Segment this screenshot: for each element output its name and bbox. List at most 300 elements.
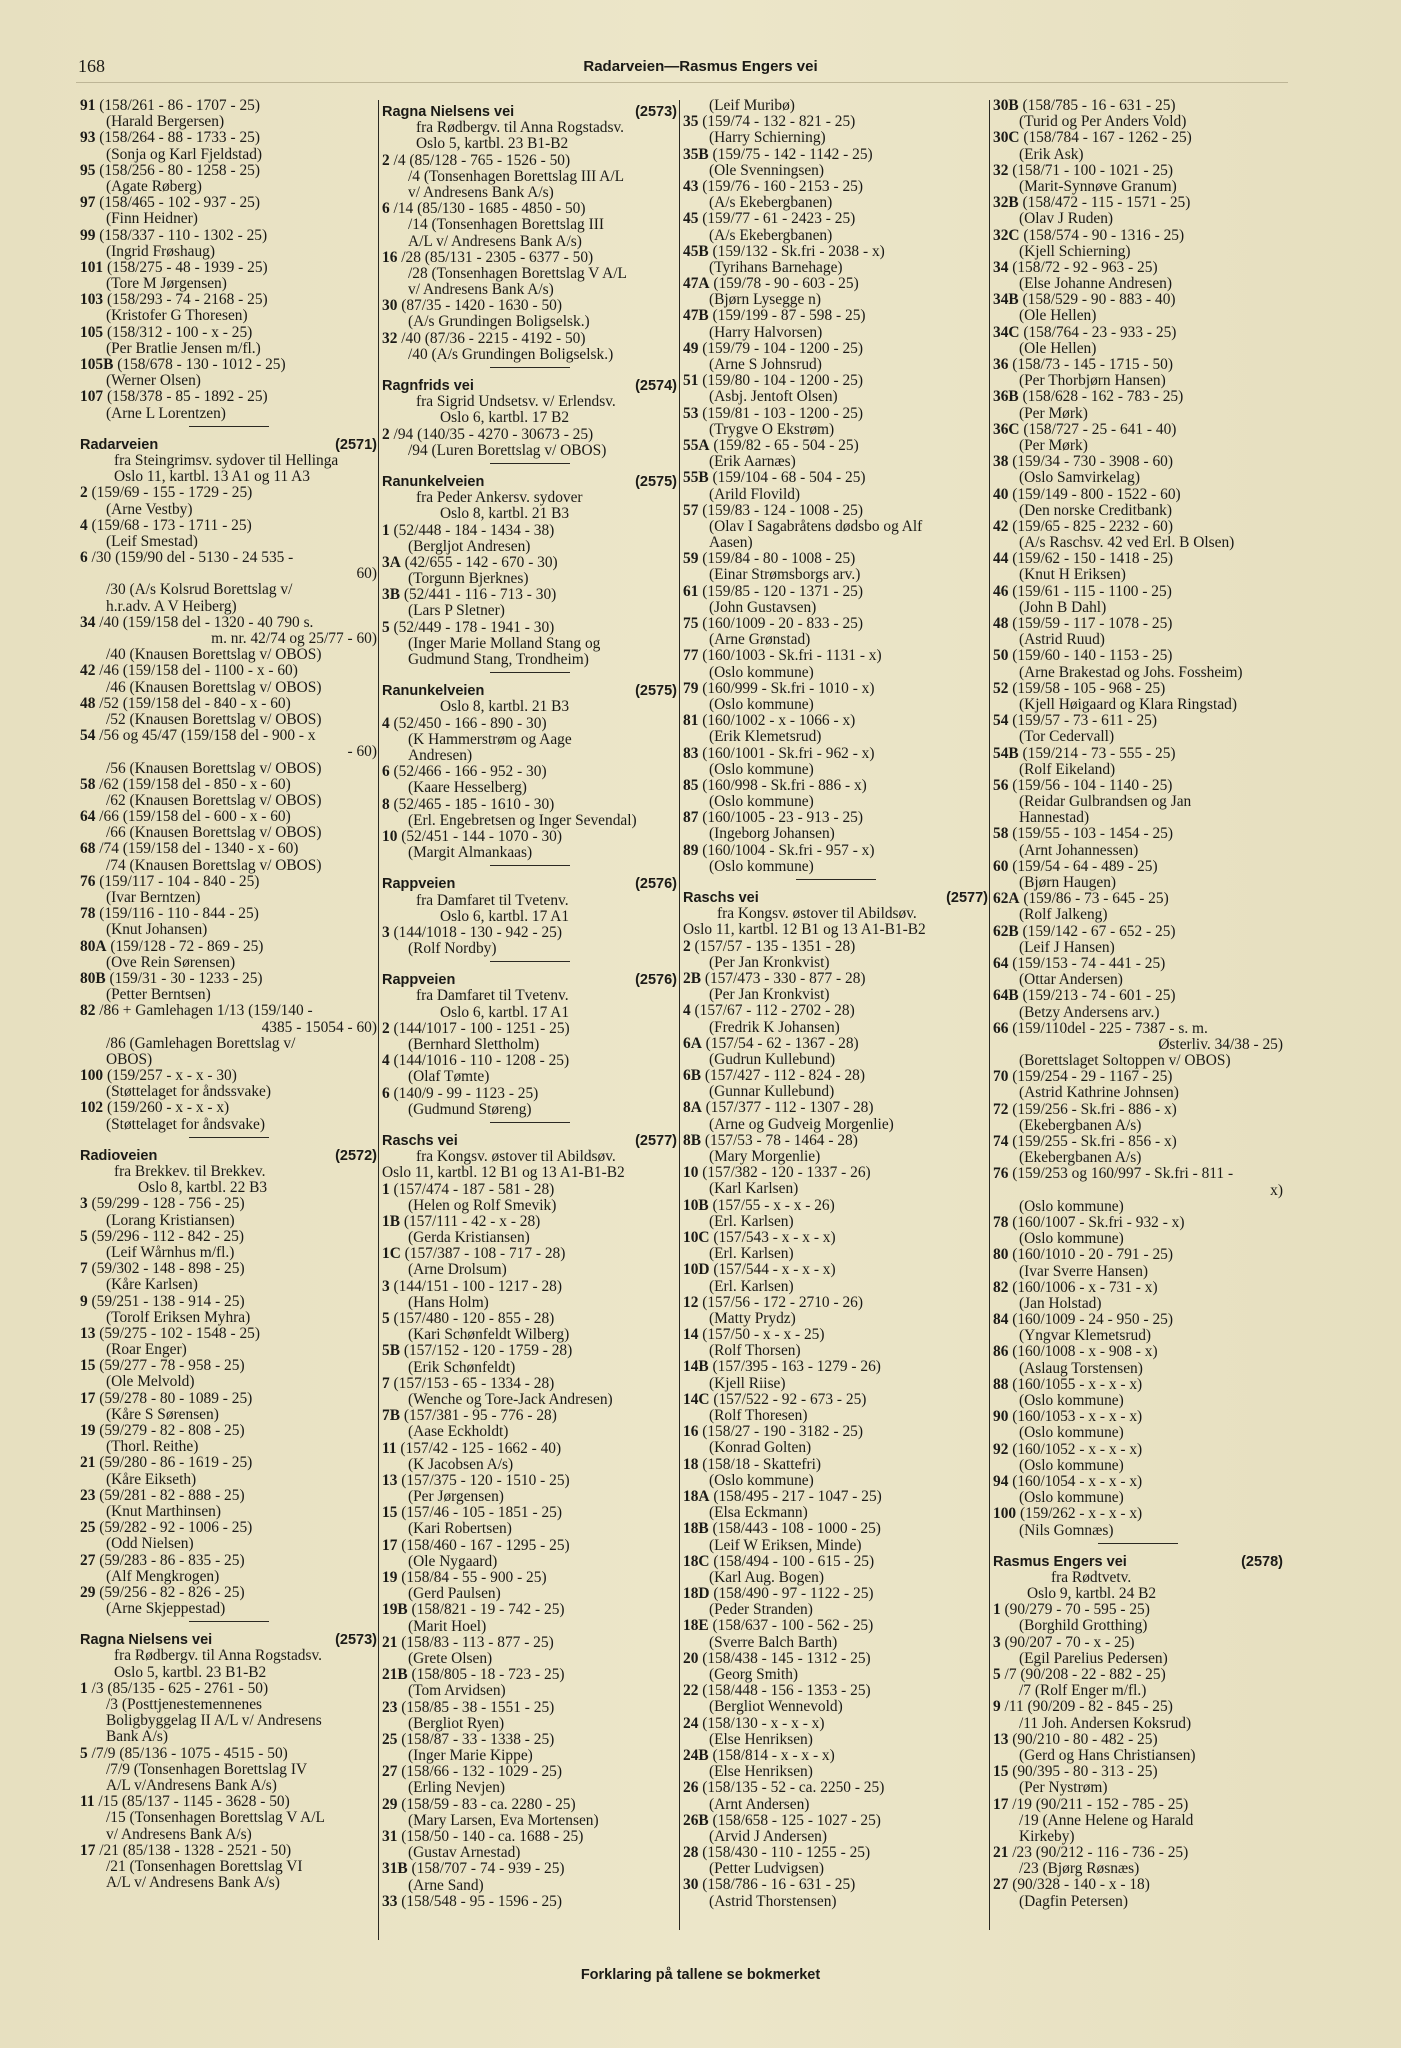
property-entry xyxy=(80,1794,377,1810)
property-entry xyxy=(382,1764,677,1780)
house-number: 14 xyxy=(683,1326,699,1344)
house-number: 46 xyxy=(993,582,1009,600)
house-number: 1B xyxy=(382,1212,400,1230)
owner-line: (Erl. Karlsen) xyxy=(709,1212,794,1230)
property-details: (158/814 - x - x - x) xyxy=(708,1746,835,1764)
property-entry xyxy=(993,1667,1283,1683)
property-entry xyxy=(382,797,677,813)
owner-line: v/ Andresens Bank A/s) xyxy=(408,281,554,299)
owner-line: (Ole Svenningsen) xyxy=(709,161,824,179)
street-name: Raschs vei xyxy=(683,890,759,906)
house-number: 45B xyxy=(683,242,709,260)
property-entry xyxy=(80,1358,377,1374)
property-entry xyxy=(80,1455,377,1471)
house-number: 78 xyxy=(80,905,96,923)
property-entry xyxy=(382,1086,677,1102)
owner-line: (Hans Holm) xyxy=(408,1293,489,1311)
property-details: (59/275 - 102 - 1548 - 25) xyxy=(95,1324,260,1342)
section-divider xyxy=(993,1539,1283,1548)
owner-line: (Erik Ask) xyxy=(1019,145,1084,163)
owner-line: /74 (Knausen Borettslag v/ OBOS) xyxy=(106,856,322,874)
property-details: (158/472 - 115 - 1571 - 25) xyxy=(1018,194,1191,212)
house-number: 99 xyxy=(80,226,96,244)
street-location: fra Sigrid Undsetsv. v/ Erlendsv. xyxy=(416,393,616,411)
property-details: (159/142 - 67 - 652 - 25) xyxy=(1018,922,1176,940)
owner-line: (Arne Vestby) xyxy=(106,500,193,518)
property-details: /15 (85/137 - 1145 - 3628 - 50) xyxy=(94,1793,290,1811)
property-entry xyxy=(382,523,677,539)
owner-line: (Leif Wårnhus m/fl.) xyxy=(106,1243,235,1261)
house-number: 62B xyxy=(993,922,1019,940)
house-number: 32B xyxy=(993,194,1019,212)
property-entry xyxy=(683,1586,988,1602)
property-details: (158/293 - 74 - 2168 - 25) xyxy=(103,291,268,309)
house-number: 32 xyxy=(993,161,1009,179)
property-details: (158/529 - 90 - 883 - 40) xyxy=(1018,291,1176,309)
owner-line: (Odd Nielsen) xyxy=(106,1535,194,1553)
owner-line: /7 (Rolf Enger m/fl.) xyxy=(1019,1682,1147,1700)
owner-line: (Erling Nevjen) xyxy=(408,1779,506,1797)
property-details: /56 og 45/47 (159/158 del - 900 - x xyxy=(95,727,316,745)
house-number: 10 xyxy=(683,1164,699,1182)
owner-line: (Konrad Golten) xyxy=(709,1439,812,1457)
property-details: /14 (85/130 - 1685 - 4850 - 50) xyxy=(389,200,586,218)
owner-line: (Gudmund Støreng) xyxy=(408,1100,532,1118)
property-entry xyxy=(683,778,988,794)
house-number: 101 xyxy=(80,258,104,276)
property-details: (144/151 - 100 - 1217 - 28) xyxy=(389,1277,562,1295)
street-location: Oslo 8, kartbl. 22 B3 xyxy=(138,1179,268,1197)
property-details: (160/1053 - x - x - x) xyxy=(1008,1408,1143,1426)
property-entry xyxy=(993,826,1283,842)
owner-line: (Per Thorbjørn Hansen) xyxy=(1019,372,1166,390)
owner-line: (Reidar Gulbrandsen og Jan xyxy=(1019,793,1192,811)
property-entry xyxy=(382,153,677,169)
house-number: 19 xyxy=(80,1422,96,1440)
owner-line: (Ingrid Frøshaug) xyxy=(106,242,215,260)
house-number: 36C xyxy=(993,420,1020,438)
property-entry xyxy=(993,988,1283,1004)
house-number: 38 xyxy=(993,453,1009,471)
property-details: (158/495 - 217 - 1047 - 25) xyxy=(709,1487,882,1505)
house-number: 22 xyxy=(683,1682,699,1700)
property-entry xyxy=(382,1214,677,1230)
house-number: 31B xyxy=(382,1860,408,1878)
property-details: (159/116 - 110 - 844 - 25) xyxy=(95,905,259,923)
house-number: 48 xyxy=(80,694,96,712)
owner-line: /23 (Bjørg Røsnæs) xyxy=(1019,1860,1140,1878)
property-entry xyxy=(683,1554,988,1570)
owner-line: (Gerd og Hans Christiansen) xyxy=(1019,1746,1196,1764)
street-location: fra Steingrimsv. sydover til Hellinga xyxy=(114,451,339,469)
street-location: fra Brekkev. til Brekkev. xyxy=(114,1163,266,1181)
owner-line: (Mary Morgenlie) xyxy=(709,1148,821,1166)
owner-line: (Lars P Sletner) xyxy=(408,602,505,620)
property-details: (140/9 - 99 - 1123 - 25) xyxy=(389,1084,539,1102)
owner-line: (Bjørn Haugen) xyxy=(1019,874,1117,891)
house-number: 29 xyxy=(382,1795,398,1813)
house-number: 60 xyxy=(993,857,1009,875)
property-entry xyxy=(683,1845,988,1861)
house-number: 82 xyxy=(80,1002,96,1020)
property-details: /28 (85/131 - 2305 - 6377 - 50) xyxy=(397,248,594,266)
house-number: 72 xyxy=(993,1100,1009,1118)
street-name: Ragna Nielsens vei xyxy=(382,104,515,120)
property-entry xyxy=(80,130,377,146)
property-entry xyxy=(382,1343,677,1359)
property-details: (158/490 - 97 - 1122 - 25) xyxy=(709,1585,874,1603)
owner-line: (Fredrik K Johansen) xyxy=(709,1018,840,1036)
section-divider xyxy=(382,861,677,870)
property-entry xyxy=(993,778,1283,794)
street-code: (2577) xyxy=(946,890,988,906)
owner-line: (Kåre Karlsen) xyxy=(106,1276,198,1294)
owner-line: (Oslo kommune) xyxy=(1019,1230,1124,1248)
house-number: 10B xyxy=(683,1196,709,1214)
owner-line: /11 Joh. Andersen Koksrud) xyxy=(1019,1714,1192,1732)
owner-line: (Rolf Nordby) xyxy=(408,940,497,958)
house-number: 1 xyxy=(993,1601,1001,1619)
property-details: (90/279 - 70 - 595 - 25) xyxy=(1000,1601,1150,1619)
owner-line: (Oslo kommune) xyxy=(709,1471,814,1489)
property-details: (160/1002 - x - 1066 - x) xyxy=(698,712,856,730)
property-entry xyxy=(993,1021,1283,1037)
property-entry xyxy=(993,1877,1283,1893)
house-number: 2 xyxy=(683,937,691,955)
property-entry xyxy=(80,809,377,825)
street-code: (2571) xyxy=(335,436,377,453)
owner-line: (Thorl. Reithe) xyxy=(106,1438,199,1456)
property-details: (157/377 - 112 - 1307 - 28) xyxy=(701,1099,874,1117)
property-entry xyxy=(683,1716,988,1732)
property-details: (157/153 - 65 - 1334 - 28) xyxy=(389,1374,555,1392)
property-details: (158/494 - 100 - 615 - 25) xyxy=(709,1552,875,1570)
street-location: Oslo 11, kartbl. 12 B1 og 13 A1-B1-B2 xyxy=(683,921,926,939)
property-details: (59/279 - 82 - 808 - 25) xyxy=(95,1422,245,1440)
house-number: 90 xyxy=(993,1408,1009,1426)
house-number: 97 xyxy=(80,194,96,212)
property-details: (158/312 - 100 - x - 25) xyxy=(103,323,253,341)
property-details: (158/66 - 132 - 1029 - 25) xyxy=(397,1763,562,1781)
house-number: 49 xyxy=(683,339,699,357)
house-number: 30 xyxy=(382,297,398,315)
property-details: (157/55 - x - x - 26) xyxy=(708,1196,835,1214)
property-details: /86 + Gamlehagen 1/13 (159/140 - xyxy=(95,1002,313,1020)
property-entry xyxy=(683,1036,988,1052)
street-name: Radarveien xyxy=(80,436,159,453)
street-location: Oslo 8, kartbl. 21 B3 xyxy=(440,505,570,523)
house-number: 50 xyxy=(993,647,1009,665)
property-entry xyxy=(80,906,377,922)
property-entry xyxy=(382,1021,677,1037)
house-number: 6 xyxy=(382,763,390,781)
owner-line: (Ivar Sverre Hansen) xyxy=(1019,1262,1149,1280)
property-details: (144/1018 - 130 - 942 - 25) xyxy=(389,923,562,941)
property-entry xyxy=(993,163,1283,179)
street-location: Oslo 5, kartbl. 23 B1-B2 xyxy=(416,135,569,153)
property-details: (158/784 - 167 - 1262 - 25) xyxy=(1019,129,1192,147)
property-details: /4 (85/128 - 765 - 1526 - 50) xyxy=(389,151,571,169)
property-entry xyxy=(993,1409,1283,1425)
house-number: 80A xyxy=(80,937,107,955)
property-details: (160/1001 - Sk.fri - 962 - x) xyxy=(698,744,875,762)
house-number: 10 xyxy=(382,827,398,845)
section-divider xyxy=(382,363,677,372)
owner-line: /14 (Tonsenhagen Borettslag III xyxy=(408,216,604,234)
owner-line: (Mary Larsen, Eva Mortensen) xyxy=(408,1811,599,1829)
owner-line: /52 (Knausen Borettslag v/ OBOS) xyxy=(106,710,322,728)
property-details: (158/786 - 16 - 631 - 25) xyxy=(698,1876,856,1894)
house-number: 15 xyxy=(993,1763,1009,1781)
property-entry xyxy=(993,1602,1283,1618)
property-entry xyxy=(683,276,988,292)
owner-line: (Borettslaget Soltoppen v/ OBOS) xyxy=(1019,1052,1231,1070)
property-entry xyxy=(80,389,377,405)
house-number: 15 xyxy=(80,1357,96,1375)
property-entry xyxy=(683,438,988,454)
property-entry xyxy=(80,195,377,211)
house-number: 54 xyxy=(80,727,96,745)
property-details: (160/1055 - x - x - x) xyxy=(1008,1375,1143,1393)
property-entry xyxy=(382,1053,677,1069)
house-number: 21 xyxy=(80,1454,96,1472)
property-details: (159/75 - 142 - 1142 - 25) xyxy=(708,145,873,163)
property-entry xyxy=(993,1280,1283,1296)
house-number: 17 xyxy=(382,1536,398,1554)
property-entry xyxy=(683,244,988,260)
house-number: 1 xyxy=(382,1180,390,1198)
street-location: Oslo 6, kartbl. 17 A1 xyxy=(440,907,570,925)
property-entry xyxy=(683,1359,988,1375)
house-number: 9 xyxy=(993,1698,1001,1716)
street-name: Ranunkelveien xyxy=(382,473,485,490)
owner-line: (Astrid Thorstensen) xyxy=(709,1892,837,1910)
owner-line: (Ivar Berntzen) xyxy=(106,889,201,907)
property-entry xyxy=(382,587,677,603)
owner-line: (Knut Marthinsen) xyxy=(106,1502,221,1520)
property-entry xyxy=(993,1764,1283,1780)
house-number: 61 xyxy=(683,582,699,600)
property-details: (158/574 - 90 - 1316 - 25) xyxy=(1019,226,1185,244)
house-number: 1 xyxy=(80,1679,88,1697)
owner-line: (Arnt Johannessen) xyxy=(1019,841,1139,859)
property-details: (52/451 - 144 - 1070 - 30) xyxy=(397,827,562,845)
property-details: (159/104 - 68 - 504 - 25) xyxy=(708,469,866,487)
property-entry xyxy=(993,956,1283,972)
property-details: (158/135 - 52 - ca. 2250 - 25) xyxy=(698,1779,885,1797)
property-entry xyxy=(80,663,377,679)
street-location: fra Damfaret til Tvetenv. xyxy=(416,987,569,1005)
owner-line: (Bjørn Lysegge n) xyxy=(709,291,821,309)
house-number: 68 xyxy=(80,840,96,858)
owner-line: /56 (Knausen Borettslag v/ OBOS) xyxy=(106,759,322,777)
owner-line: (Karl Karlsen) xyxy=(709,1180,799,1198)
house-number: 47B xyxy=(683,307,709,325)
property-details: (158/130 - x - x - x) xyxy=(698,1714,825,1732)
house-number: 33 xyxy=(382,1892,398,1910)
property-details: (158/275 - 48 - 1939 - 25) xyxy=(103,258,268,276)
property-details: (157/480 - 120 - 855 - 28) xyxy=(389,1310,555,1328)
street-heading xyxy=(993,1554,1283,1570)
owner-line: (Dagfin Petersen) xyxy=(1019,1892,1128,1910)
owner-line: A/L v/ Andresens Bank A/s) xyxy=(106,1874,280,1892)
column-4 xyxy=(993,98,1283,1910)
owner-line: (Arne L Lorentzen) xyxy=(106,404,226,422)
property-details: (144/1017 - 100 - 1251 - 25) xyxy=(389,1019,570,1037)
house-number: 76 xyxy=(80,872,96,890)
street-location: Oslo 5, kartbl. 23 B1-B2 xyxy=(114,1663,267,1681)
owner-line: /4 (Tonsenhagen Borettslag III A/L xyxy=(408,167,625,185)
property-entry xyxy=(683,1457,988,1473)
property-details: (158/465 - 102 - 937 - 25) xyxy=(95,194,260,212)
owner-line: (Georg Smith) xyxy=(709,1666,799,1684)
property-details: (160/1004 - Sk.fri - 957 - x) xyxy=(698,841,875,859)
house-number: 3 xyxy=(382,1277,390,1295)
property-entry xyxy=(993,1215,1283,1231)
owner-line: (Erl. Engebretsen og Inger Sevendal) xyxy=(408,811,637,829)
house-number: 30B xyxy=(993,97,1019,114)
property-entry xyxy=(80,1196,377,1212)
property-details: (159/117 - 104 - 840 - 25) xyxy=(95,872,260,890)
house-number: 25 xyxy=(80,1519,96,1537)
property-entry xyxy=(993,1797,1283,1813)
house-number: 5 xyxy=(382,1310,390,1328)
house-number: 100 xyxy=(993,1505,1017,1523)
property-details: (159/110del - 225 - 7387 - s. m. xyxy=(1008,1019,1208,1037)
property-entry xyxy=(993,260,1283,276)
owner-line: (Oslo kommune) xyxy=(709,793,814,811)
property-entry xyxy=(382,1861,677,1877)
property-details: (159/255 - Sk.fri - 856 - x) xyxy=(1008,1133,1177,1150)
property-details: /62 (159/158 del - 850 - x - 60) xyxy=(95,775,291,793)
owner-line: /19 (Anne Helene og Harald xyxy=(1019,1811,1194,1829)
street-heading xyxy=(80,1632,377,1648)
owner-line: (Tor Cedervall) xyxy=(1019,728,1115,746)
property-details: (158/460 - 167 - 1295 - 25) xyxy=(397,1536,570,1554)
property-details: (159/77 - 61 - 2423 - 25) xyxy=(698,210,856,228)
owner-line: (Harry Schierning) xyxy=(709,129,826,147)
house-number: 107 xyxy=(80,388,104,406)
property-details: (159/57 - 73 - 611 - 25) xyxy=(1008,712,1157,730)
property-entry xyxy=(683,1068,988,1084)
house-number: 9 xyxy=(80,1292,88,1310)
property-details: (157/522 - 92 - 673 - 25) xyxy=(709,1390,867,1408)
street-heading xyxy=(382,1133,677,1149)
owner-line: (Erik Aarnæs) xyxy=(709,453,796,471)
property-entry xyxy=(683,1651,988,1667)
property-entry xyxy=(80,292,377,308)
property-entry xyxy=(683,211,988,227)
owner-line: Bank A/s) xyxy=(106,1728,168,1746)
property-entry xyxy=(80,728,377,744)
street-location: fra Kongsv. østover til Abildsøv. xyxy=(717,905,917,923)
property-details: (159/128 - 72 - 869 - 25) xyxy=(106,937,264,955)
house-number: 35 xyxy=(683,113,699,131)
continuation-line: x) xyxy=(1270,1181,1283,1199)
street-heading xyxy=(382,378,677,394)
owner-line: (Knut H Eriksen) xyxy=(1019,566,1126,584)
property-details: (159/58 - 105 - 968 - 25) xyxy=(1008,679,1166,697)
street-location: Oslo 8, kartbl. 21 B3 xyxy=(440,698,570,716)
property-details: (158/548 - 95 - 1596 - 25) xyxy=(397,1892,562,1910)
owner-line: (A/s Grundingen Boligselsk.) xyxy=(408,313,590,331)
house-number: 6 xyxy=(80,549,88,567)
house-number: 20 xyxy=(683,1649,699,1667)
property-details: (159/132 - Sk.fri - 2038 - x) xyxy=(708,242,885,260)
property-details: /40 (87/36 - 2215 - 4192 - 50) xyxy=(397,329,586,347)
house-number: 4 xyxy=(382,714,390,732)
property-entry xyxy=(993,1247,1283,1263)
property-details: (157/50 - x - x - 25) xyxy=(698,1326,825,1344)
property-entry xyxy=(80,1681,377,1697)
house-number: 6B xyxy=(683,1067,701,1085)
property-entry xyxy=(993,1166,1283,1182)
house-number: 82 xyxy=(993,1278,1009,1296)
property-details: (158/628 - 162 - 783 - 25) xyxy=(1018,388,1184,406)
street-heading xyxy=(382,876,677,892)
property-entry xyxy=(683,616,988,632)
house-number: 3 xyxy=(80,1195,88,1213)
owner-line: (Olav J Ruden) xyxy=(1019,210,1114,228)
owner-line: (Else Henriksen) xyxy=(709,1730,813,1748)
house-number: 23 xyxy=(80,1486,96,1504)
house-number: 27 xyxy=(80,1551,96,1569)
house-number: 77 xyxy=(683,647,699,665)
property-entry xyxy=(382,1667,677,1683)
property-details: (157/57 - 135 - 1351 - 28) xyxy=(690,937,856,955)
house-number: 58 xyxy=(993,825,1009,843)
owner-line: (Arnt Andersen) xyxy=(709,1795,810,1813)
property-details: /74 (159/158 del - 1340 - x - 60) xyxy=(95,840,299,858)
property-details: (157/46 - 105 - 1851 - 25) xyxy=(397,1504,562,1522)
house-number: 1C xyxy=(382,1245,401,1263)
house-number: 45 xyxy=(683,210,699,228)
property-entry xyxy=(683,1748,988,1764)
house-number: 56 xyxy=(993,776,1009,794)
owner-line: Hannestad) xyxy=(1019,809,1090,827)
property-details: (158/73 - 145 - 1715 - 50) xyxy=(1008,356,1173,373)
owner-line: (John Gustavsen) xyxy=(709,598,817,616)
house-number: 19 xyxy=(382,1569,398,1587)
owner-line: (Borghild Grotthing) xyxy=(1019,1617,1148,1635)
owner-line: (Sonja og Karl Fjeldstad) xyxy=(106,145,263,163)
street-location: fra Rødtvetv. xyxy=(1051,1568,1132,1586)
property-details: (159/254 - 29 - 1167 - 25) xyxy=(1008,1068,1173,1086)
owner-line: (Egil Parelius Pedersen) xyxy=(1019,1649,1168,1667)
property-entry xyxy=(993,681,1283,697)
property-entry xyxy=(993,487,1283,503)
owner-line: Boligbyggelag II A/L v/ Andresens xyxy=(106,1712,322,1730)
owner-line: (Arvid J Andersen) xyxy=(709,1827,827,1845)
owner-line: (Harald Bergersen) xyxy=(106,113,225,131)
house-number: 17 xyxy=(80,1841,96,1859)
property-entry xyxy=(382,1505,677,1521)
property-entry xyxy=(80,228,377,244)
property-entry xyxy=(993,924,1283,940)
owner-line: (Matty Prydz) xyxy=(709,1309,796,1327)
owner-line: (Petter Berntsen) xyxy=(106,986,211,1004)
property-details: (159/84 - 80 - 1008 - 25) xyxy=(698,550,856,568)
street-location: Oslo 11, kartbl. 13 A1 og 11 A3 xyxy=(114,468,310,486)
property-details: (159/54 - 64 - 489 - 25) xyxy=(1008,857,1158,875)
property-entry xyxy=(683,1003,988,1019)
house-number: 36B xyxy=(993,388,1019,406)
property-entry xyxy=(993,1845,1283,1861)
house-number: 2 xyxy=(382,425,390,443)
house-number: 15 xyxy=(382,1504,398,1522)
property-entry xyxy=(80,1294,377,1310)
owner-line: (Aase Eckholdt) xyxy=(408,1423,509,1441)
